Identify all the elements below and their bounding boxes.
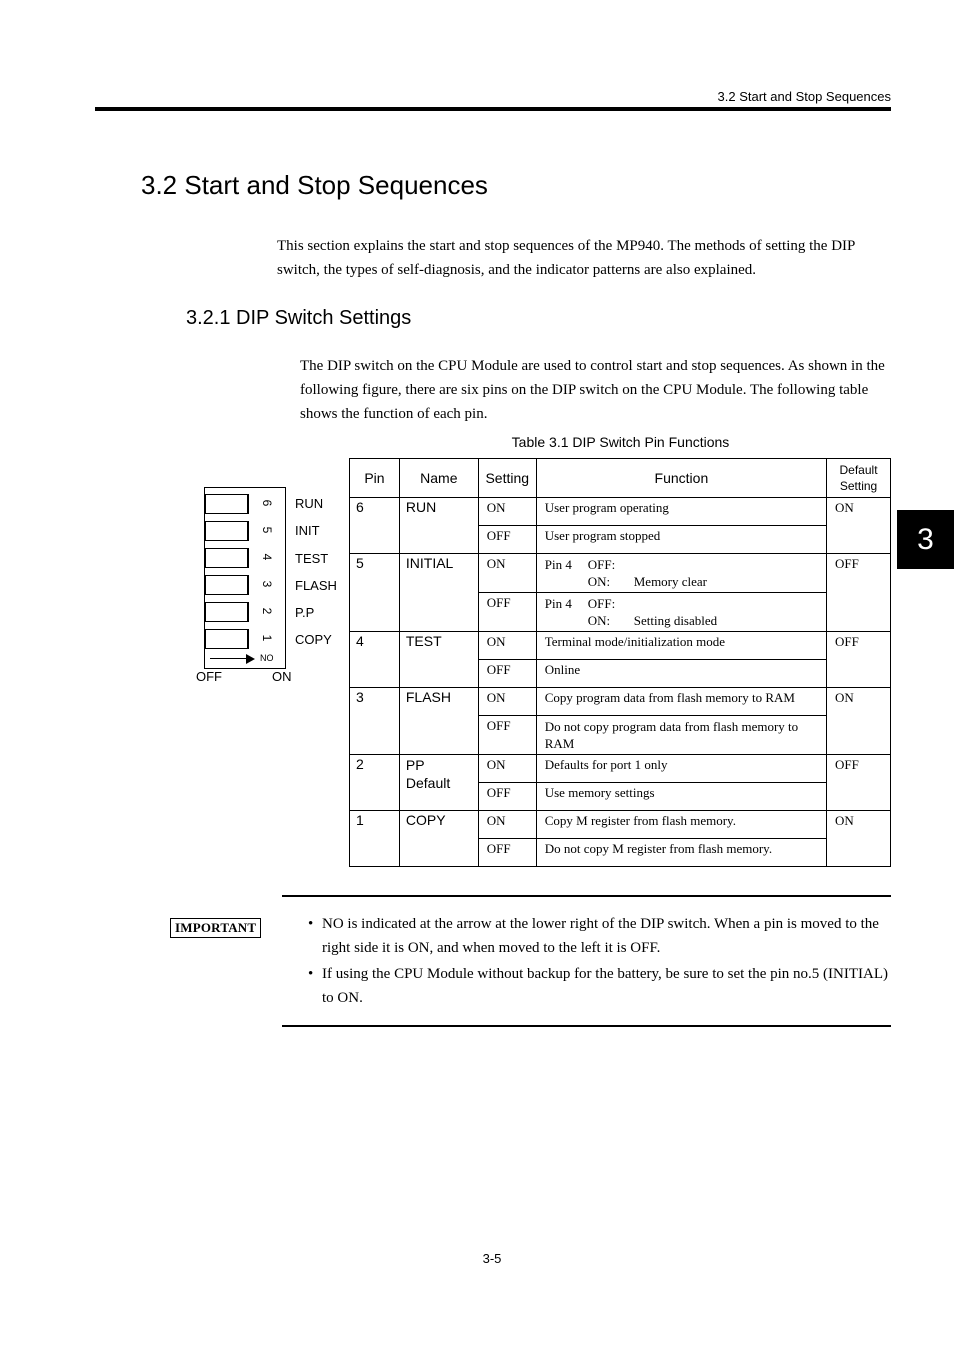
dip-pin-function-table bbox=[349, 458, 891, 867]
cell-function: Defaults for port 1 only bbox=[536, 755, 826, 783]
dip-pin-number: 6 bbox=[260, 499, 274, 507]
important-top-rule bbox=[282, 895, 891, 897]
table-header-row bbox=[350, 459, 891, 498]
pin-label-run: RUN bbox=[295, 496, 324, 511]
cell-setting: ON bbox=[478, 755, 536, 783]
table-row bbox=[350, 755, 891, 783]
dip-pin-3 bbox=[204, 573, 288, 595]
cell-setting: ON bbox=[478, 498, 536, 526]
cell-function: Do not copy M register from flash memory. bbox=[536, 839, 826, 867]
cell-function: Do not copy program data from flash memory to RAM bbox=[536, 716, 826, 755]
cell-pin: 5 bbox=[350, 554, 400, 632]
cell-function: Online bbox=[536, 660, 826, 688]
cell-setting: ON bbox=[478, 688, 536, 716]
dip-slider bbox=[205, 494, 249, 514]
arrow-head-icon bbox=[246, 654, 255, 664]
cell-pin: 3 bbox=[350, 688, 400, 755]
dip-pin-number: 5 bbox=[260, 526, 274, 534]
cell-default: ON bbox=[827, 811, 891, 867]
cell-function bbox=[536, 593, 826, 632]
arrow-right-icon bbox=[210, 658, 248, 659]
dip-pin-4 bbox=[204, 546, 288, 568]
dip-knob bbox=[247, 576, 249, 594]
cell-default: ON bbox=[827, 688, 891, 755]
bullet-text: If using the CPU Module without backup for the battery, be sure to set the pin no.5 (INITIAL) to ON. bbox=[322, 966, 888, 1006]
dip-on-label: ON bbox=[272, 669, 292, 684]
dip-slider bbox=[205, 521, 249, 541]
cell-setting: OFF bbox=[478, 593, 536, 632]
fn-pin4: Pin 4 bbox=[544, 557, 572, 572]
dip-pin-number: 1 bbox=[260, 634, 274, 642]
pin-label-test: TEST bbox=[295, 551, 329, 566]
cell-function: Use memory settings bbox=[536, 783, 826, 811]
fn-on: ON: bbox=[587, 574, 611, 589]
cell-setting: ON bbox=[478, 554, 536, 593]
pin-label-pp: P.P bbox=[295, 605, 315, 620]
header-pin: Pin bbox=[350, 459, 400, 498]
dip-switch-figure bbox=[204, 487, 288, 669]
cell-default: OFF bbox=[827, 632, 891, 688]
dip-knob bbox=[247, 603, 249, 621]
header-name: Name bbox=[399, 459, 478, 498]
dip-pin-2 bbox=[204, 600, 288, 622]
running-header: 3.2 Start and Stop Sequences bbox=[717, 89, 891, 104]
dip-off-label: OFF bbox=[196, 669, 222, 684]
cell-setting: OFF bbox=[478, 839, 536, 867]
cell-setting: ON bbox=[478, 811, 536, 839]
fn-on-text: Memory clear bbox=[633, 574, 708, 589]
table-row bbox=[350, 554, 891, 593]
dip-pin-number: 2 bbox=[260, 607, 274, 615]
bullet-icon: • bbox=[308, 966, 314, 982]
pin-label-init: INIT bbox=[295, 523, 320, 538]
cell-name: INITIAL bbox=[399, 554, 478, 632]
pin-label-copy: COPY bbox=[295, 632, 332, 647]
cell-setting: ON bbox=[478, 632, 536, 660]
dip-knob bbox=[247, 630, 249, 648]
bullet-icon: • bbox=[308, 916, 314, 932]
cell-pin: 2 bbox=[350, 755, 400, 811]
dip-pin-6 bbox=[204, 492, 288, 514]
dip-slider bbox=[205, 602, 249, 622]
section-intro: This section explains the start and stop sequences of the MP940. The methods of setting the DIP switch, the types of self-diagnosis, and the indicator patterns are also explained. bbox=[277, 238, 855, 278]
bullet-text: NO is indicated at the arrow at the lower right of the DIP switch. When a pin is moved to the right side it is ON, and when moved to the left it is OFF. bbox=[322, 916, 879, 956]
dip-pin-number: 4 bbox=[260, 553, 274, 561]
dip-pin-5 bbox=[204, 519, 288, 541]
dip-knob bbox=[247, 549, 249, 567]
table-row bbox=[350, 811, 891, 839]
header-rule bbox=[95, 107, 891, 111]
header-default-setting: Default Setting bbox=[827, 459, 891, 498]
cell-pin: 1 bbox=[350, 811, 400, 867]
cell-name: RUN bbox=[399, 498, 478, 554]
cell-function: User program operating bbox=[536, 498, 826, 526]
cell-name: COPY bbox=[399, 811, 478, 867]
fn-off: OFF: bbox=[587, 557, 616, 572]
cell-pin: 4 bbox=[350, 632, 400, 688]
cell-setting: OFF bbox=[478, 526, 536, 554]
pin-label-flash: FLASH bbox=[295, 578, 337, 593]
header-setting: Setting bbox=[478, 459, 536, 498]
important-bottom-rule bbox=[282, 1025, 891, 1027]
cell-setting: OFF bbox=[478, 660, 536, 688]
table-caption: Table 3.1 DIP Switch Pin Functions bbox=[511, 434, 730, 450]
cell-default: OFF bbox=[827, 554, 891, 632]
table-row bbox=[350, 632, 891, 660]
dip-pin-1 bbox=[204, 627, 288, 649]
cell-setting: OFF bbox=[478, 716, 536, 755]
dip-knob bbox=[247, 495, 249, 513]
dip-slider bbox=[205, 629, 249, 649]
cell-function: Terminal mode/initialization mode bbox=[536, 632, 826, 660]
header-function: Function bbox=[536, 459, 826, 498]
subsection-body: The DIP switch on the CPU Module are used to control start and stop sequences. As shown in the following figure, there are six pins on the DIP switch on the CPU Module. The following table shows the function of each pin. bbox=[300, 358, 885, 422]
table-row bbox=[350, 688, 891, 716]
important-bullet-1 bbox=[308, 912, 891, 960]
dip-knob bbox=[247, 522, 249, 540]
cell-function: User program stopped bbox=[536, 526, 826, 554]
cell-setting: OFF bbox=[478, 783, 536, 811]
cell-pin: 6 bbox=[350, 498, 400, 554]
important-label: IMPORTANT bbox=[170, 918, 261, 938]
no-label: NO bbox=[260, 653, 274, 663]
dip-slider bbox=[205, 575, 249, 595]
fn-off: OFF: bbox=[587, 596, 616, 611]
chapter-tab: 3 bbox=[897, 510, 954, 569]
subsection-title: 3.2.1 DIP Switch Settings bbox=[186, 307, 412, 329]
cell-function: Copy M register from flash memory. bbox=[536, 811, 826, 839]
cell-name: PP Default bbox=[399, 755, 478, 811]
page-number: 3-5 bbox=[482, 1251, 502, 1266]
fn-on-text: Setting disabled bbox=[633, 613, 718, 628]
cell-function bbox=[536, 554, 826, 593]
fn-on: ON: bbox=[587, 613, 611, 628]
fn-pin4: Pin 4 bbox=[544, 596, 572, 611]
cell-function: Copy program data from flash memory to RAM bbox=[536, 688, 826, 716]
cell-default: OFF bbox=[827, 755, 891, 811]
dip-pin-number: 3 bbox=[260, 580, 274, 588]
cell-name: FLASH bbox=[399, 688, 478, 755]
dip-slider bbox=[205, 548, 249, 568]
cell-name: TEST bbox=[399, 632, 478, 688]
section-title: 3.2 Start and Stop Sequences bbox=[141, 170, 488, 200]
table-row bbox=[350, 498, 891, 526]
important-bullet-2 bbox=[308, 962, 891, 1010]
cell-default: ON bbox=[827, 498, 891, 554]
